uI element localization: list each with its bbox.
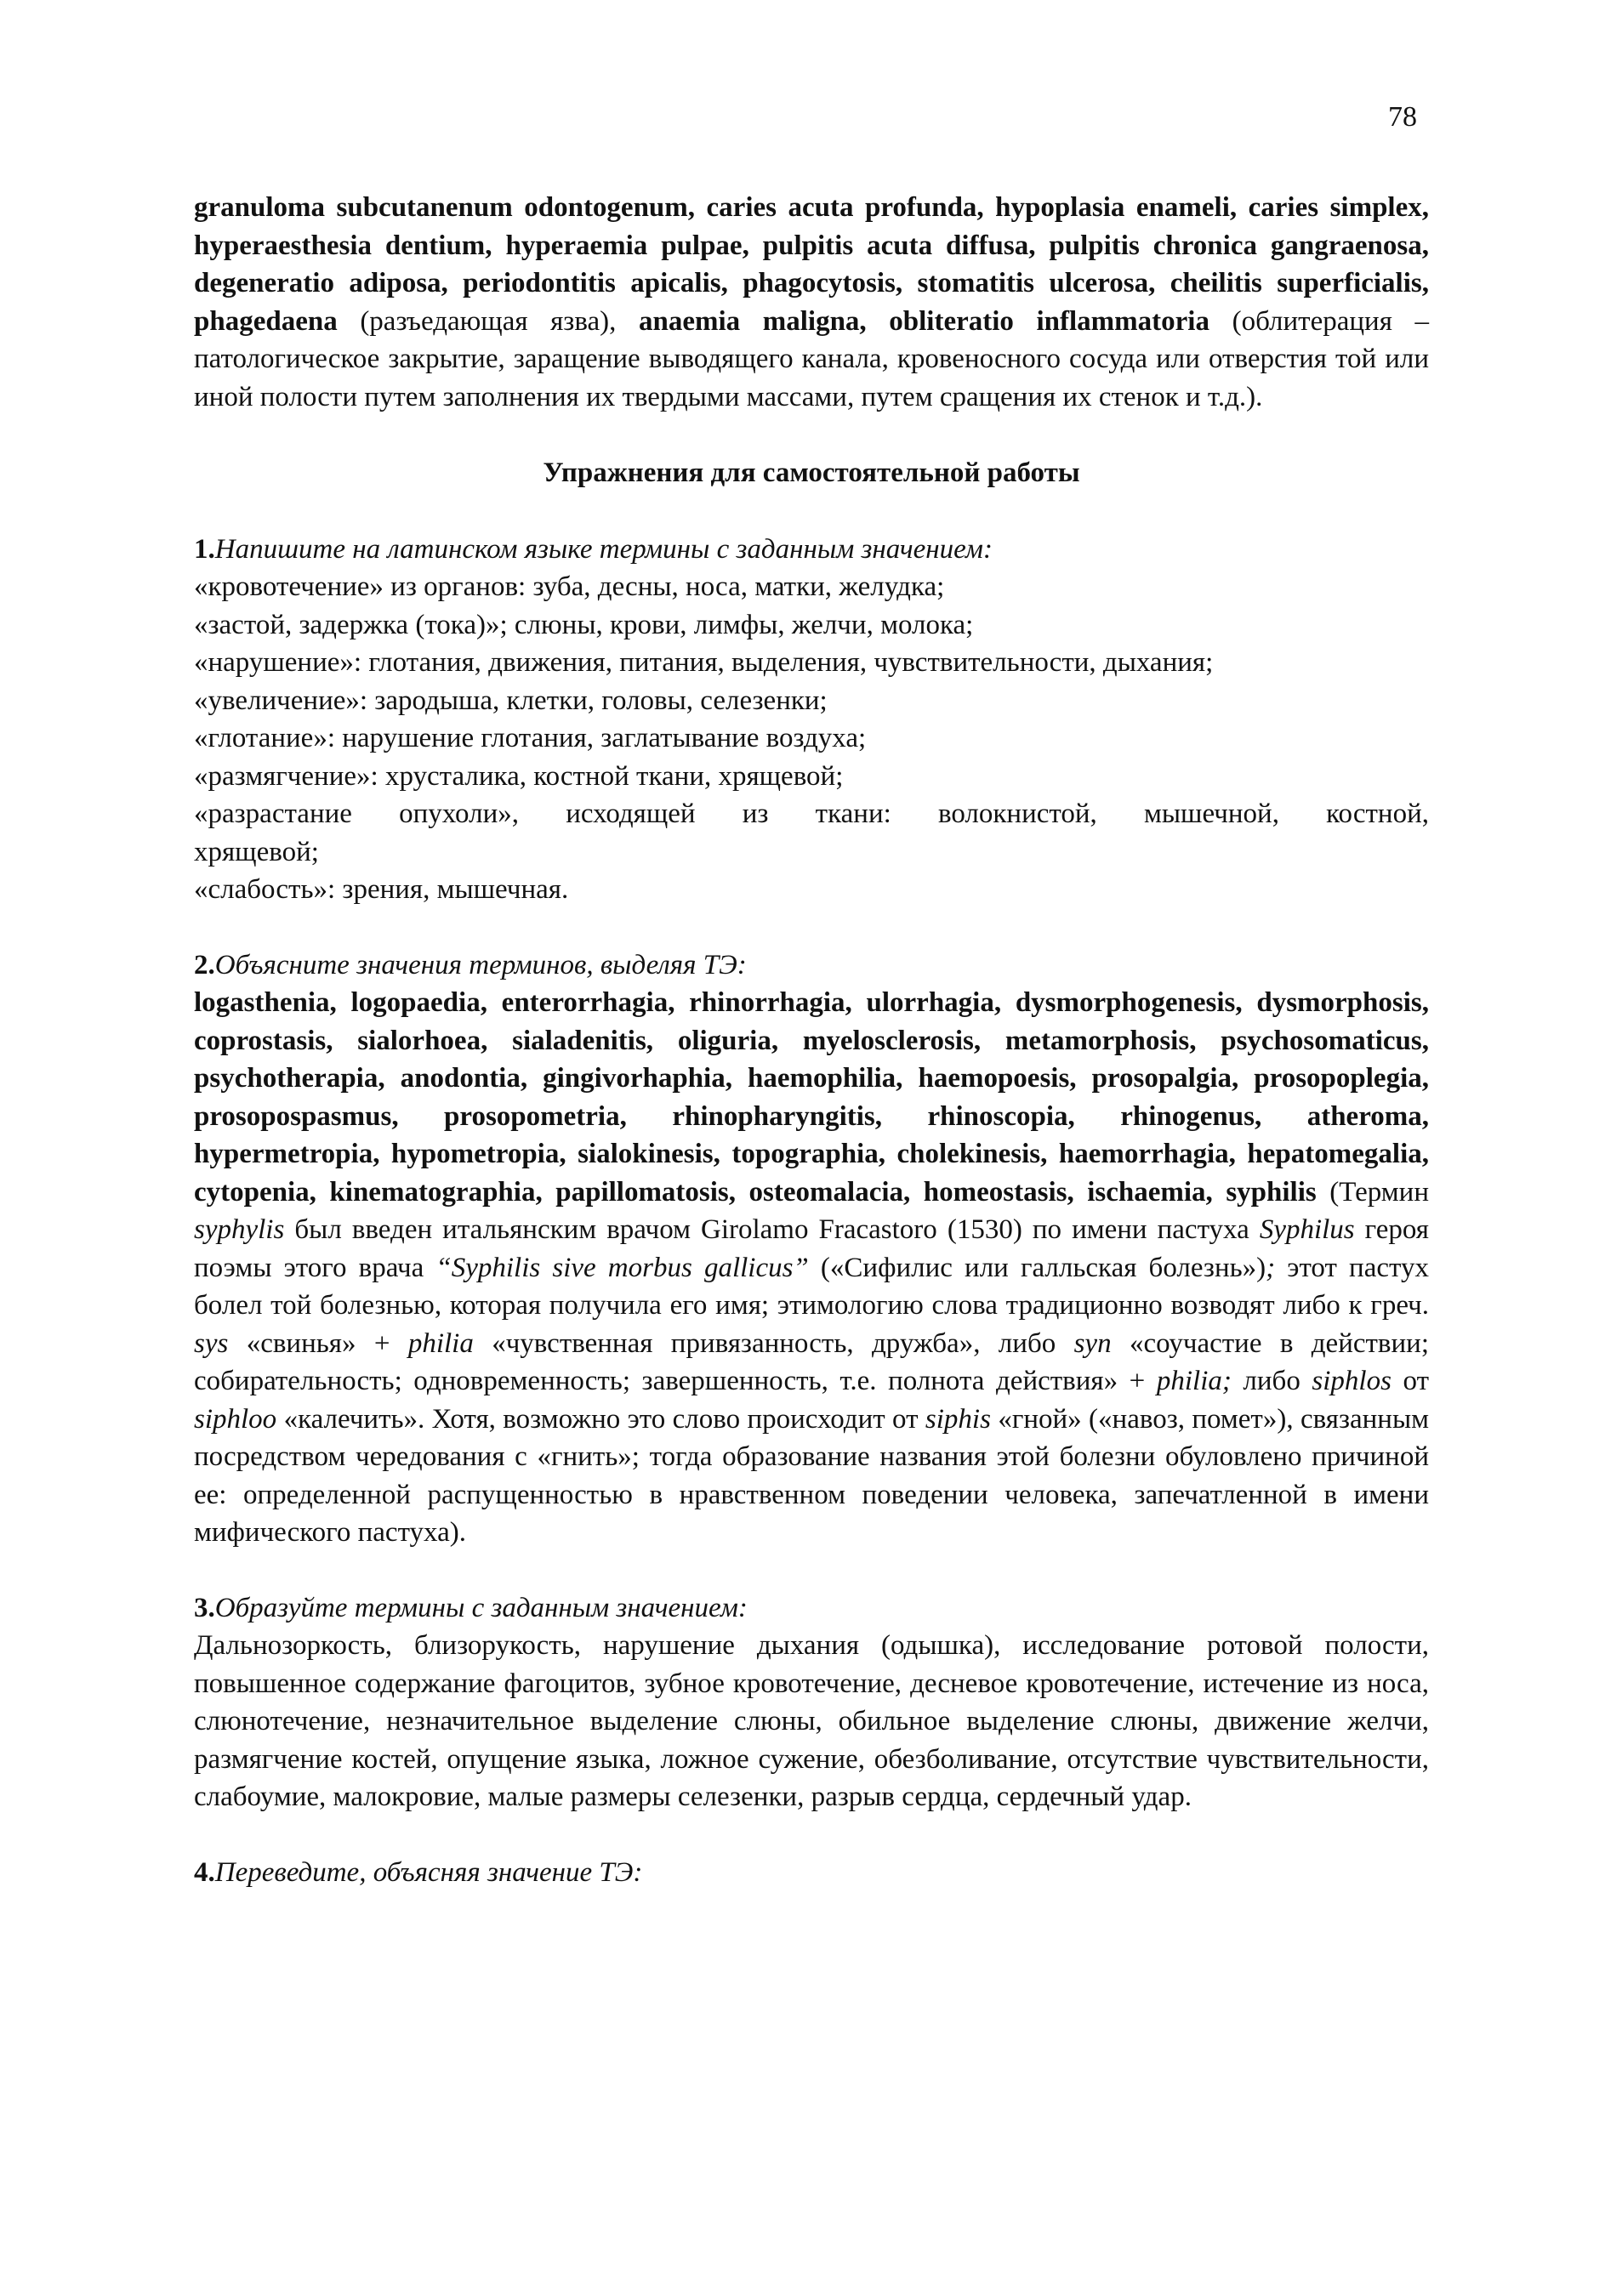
task-4-title [194,1854,1429,1892]
task-4-instruction: Переведите, объясняя значение ТЭ: [214,1856,643,1888]
task-3-number: 3. [194,1592,215,1623]
italic-term: siphlos [1312,1366,1392,1396]
text-run: (Термин [1316,1176,1430,1208]
text-run: «соучастие в действии; собирательность; одновременность; завершенность, т.е. полнота действия» + [194,1327,1429,1396]
intro-gloss-2: (облитерация – патологическое закрытие, заращение выводящего канала, кровеносного сосуда или отверстия той или иной полости путем заполнения их твердыми массами, путем сращения их стенок и т.д.). [194,305,1429,412]
intro-paragraph [194,189,1429,416]
task-1-title [194,531,1429,569]
text-run: от [1391,1366,1430,1396]
task-1 [194,531,1429,909]
task-3-title [194,1589,1429,1628]
task-3-instruction: Образуйте термины с заданным значением: [214,1592,748,1623]
task-4 [194,1854,1429,1892]
task-2-terms: logasthenia, logopaedia, enterorrhagia, rhinorrhagia, ulorrhagia, dysmorphogenesis, dysmorphosis, coprostasis, sialorhoea, sialadenitis, oliguria, myelosclerosis, metamorphosis, psychosomaticus, psychotherapia, anodontia, gingivorhaphia, haemophilia, haemopoesis, prosopalgia, prosopoplegia, prosopospasmus, prosopometria, rhinopharyngitis, rhinoscopia, rhinogenus, atheroma, hypermetropia, hypometropia, sialokinesis, topographia, cholekinesis, haemorrhagia, hepatomegalia, cytopenia, kinematographia, papillomatosis, osteomalacia, homeostasis, ischaemia, syphilis [194,987,1429,1208]
intro-terms-2: anaemia maligna, obliteratio inflammatoria [638,305,1209,337]
intro-gloss-1: (разъедающая язва), [337,305,639,337]
text-run: либо [1231,1366,1312,1396]
task-1-line: «размягчение»: хрусталика, костной ткани, хрящевой; [194,760,844,792]
italic-term: siphloo [194,1403,277,1435]
text-run: «чувственная привязанность, дружба», либо [473,1327,1074,1359]
task-1-lines [194,568,1429,909]
task-1-line: «нарушение»: глотания, движения, питания, выделения, чувствительности, дыхания; [194,647,1214,678]
italic-term: siphis [925,1403,991,1435]
text-run: «гной» («навоз, помет»), связанным посредством чередования с «гнить»; тогда образование названия этой болезни обуловлено причиной ее: определенной распущенностью в нравственном поведении человека, запечатленной в имени мифического пастуха). [194,1403,1429,1548]
page-number: 78 [1388,101,1417,133]
task-2-number: 2. [194,949,215,980]
intro-terms: granuloma subcutanenum odontogenum, caries acuta profunda, hypoplasia enameli, caries simplex, hyperaesthesia dentium, hyperaemia pulpae, pulpitis acuta diffusa, pulpitis chronica gangraenosa, degeneratio adiposa, periodontitis apicalis, phagocytosis, stomatitis ulcerosa, cheilitis superficialis, phagedaena [194,192,1429,337]
italic-term: philia; [1156,1366,1232,1396]
task-1-line: «увеличение»: зародыша, клетки, головы, селезенки; [194,685,828,716]
task-1-line: «кровотечение» из органов: зуба, десны, носа, матки, желудка; [194,571,945,602]
task-2-paragraph [194,984,1429,1552]
text-run: «калечить». Хотя, возможно это слово происходит от [276,1403,925,1435]
italic-term: Syphilus [1259,1214,1355,1245]
text-run: был введен итальянским врачом Girolamo Fracastoro (1530) по имени пастуха [284,1214,1260,1245]
text-run: этот пастух болел той болезнью, которая получила его имя; этимологию слова традиционно возводят либо к греч. [194,1252,1429,1321]
italic-term: philia [407,1327,474,1359]
task-2 [194,946,1429,1552]
task-1-instruction: Напишите на латинском языке термины с заданным значением: [214,533,993,565]
italic-term: sys [194,1327,229,1359]
text-run: («Сифилис или галльская болезнь») [808,1252,1266,1283]
italic-term: syn [1073,1327,1112,1359]
task-3 [194,1589,1429,1816]
task-1-line: хрящевой; [194,836,319,867]
task-3-paragraph: Дальнозоркость, близорукость, нарушение дыхания (одышка), исследование ротовой полости, повышенное содержание фагоцитов, зубное кровотечение, десневое кровотечение, истечение из носа, слюнотечение, незначительное выделение слюны, обильное выделение слюны, движение желчи, размягчение костей, опущение языка, ложное сужение, обезболивание, отсутствие чувствительности, слабоумие, малокровие, малые размеры селезенки, разрыв сердца, сердечный удар. [194,1630,1429,1812]
text-run: «свинья» + [228,1327,408,1359]
page-content [194,189,1429,1891]
task-1-line: «глотание»: нарушение глотания, заглатывание воздуха; [194,723,867,753]
task-2-title [194,946,1429,985]
task-1-line: «слабость»: зрения, мышечная. [194,874,569,905]
task-2-instruction: Объясните значения терминов, выделяя ТЭ: [214,949,747,980]
italic-term: ; [1266,1252,1276,1283]
italic-term: syphylis [194,1214,285,1245]
task-1-line: «застой, задержка (тока)»; слюны, крови, лимфы, желчи, молока; [194,609,974,640]
task-1-line: «разрастание опухоли», исходящей из ткани: волокнистой, мышечной, костной, [194,798,1429,829]
task-4-number: 4. [194,1856,215,1888]
task-1-number: 1. [194,533,215,565]
text-run: героя поэмы этого врача [194,1214,1429,1283]
section-heading: Упражнения для самостоятельной работы [543,457,1080,488]
italic-term: “Syphilis sive morbus gallicus” [435,1252,809,1283]
